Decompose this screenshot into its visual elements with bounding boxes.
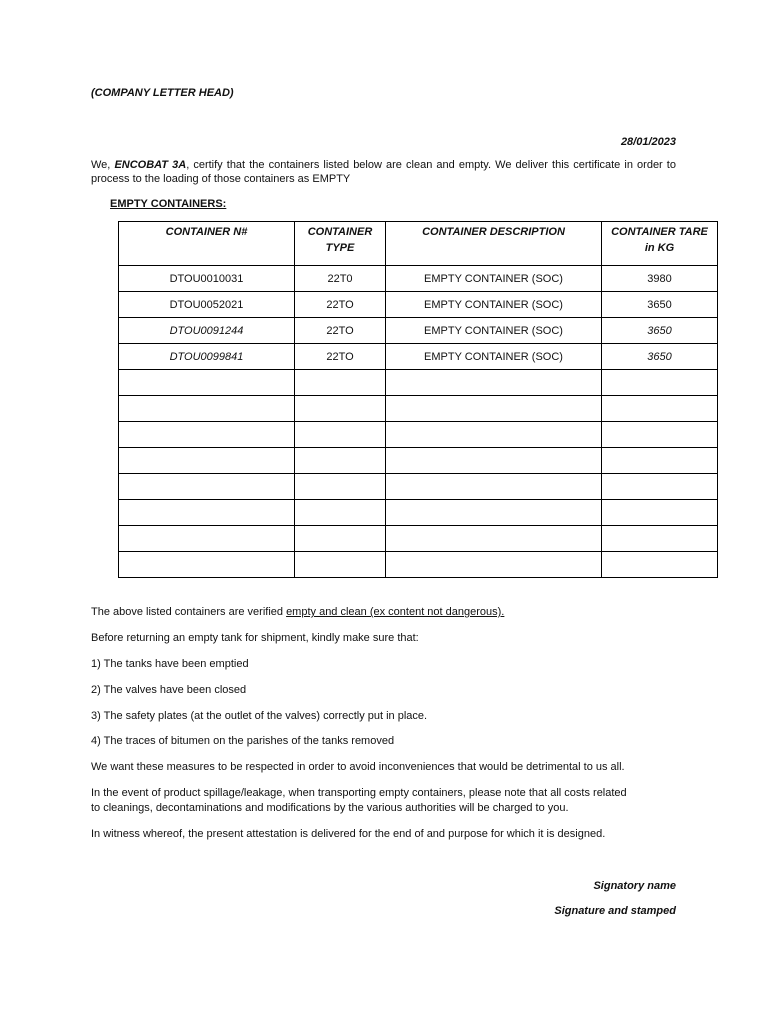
cell-container-description: EMPTY CONTAINER (SOC) [386, 266, 602, 292]
empty-cell [119, 552, 295, 578]
empty-cell [602, 448, 718, 474]
checklist-item-1: 1) The tanks have been emptied [91, 658, 249, 670]
empty-cell [119, 526, 295, 552]
empty-cell [602, 396, 718, 422]
empty-cell [295, 500, 386, 526]
empty-cell [295, 422, 386, 448]
section-title: EMPTY CONTAINERS: [110, 198, 227, 210]
header-container-description: CONTAINER DESCRIPTION [386, 222, 602, 266]
empty-cell [295, 370, 386, 396]
cell-container-description: EMPTY CONTAINER (SOC) [386, 292, 602, 318]
company-name: ENCOBAT 3A [114, 159, 187, 171]
cell-container-description: EMPTY CONTAINER (SOC) [386, 318, 602, 344]
cell-container-tare: 3650 [602, 318, 718, 344]
checklist-item-3: 3) The safety plates (at the outlet of the valves) correctly put in place. [91, 710, 428, 722]
empty-table-row [119, 500, 718, 526]
cell-container-description: EMPTY CONTAINER (SOC) [386, 344, 602, 370]
cell-container-number: DTOU0091244 [119, 318, 295, 344]
before-returning-note: Before returning an empty tank for shipment, kindly make sure that: [91, 632, 419, 644]
empty-cell [386, 370, 602, 396]
empty-table-row [119, 422, 718, 448]
empty-cell [602, 500, 718, 526]
empty-table-row [119, 552, 718, 578]
empty-cell [386, 474, 602, 500]
empty-cell [386, 500, 602, 526]
checklist-item-2: 2) The valves have been closed [91, 684, 247, 696]
intro-we: We, [91, 159, 111, 171]
spillage-paragraph: In the event of product spillage/leakage, when transporting empty containers, please note that all costs related to cleanings, decontaminations and modifications by the various authorities will be charged to you. [91, 787, 627, 814]
cell-container-number: DTOU0010031 [119, 266, 295, 292]
empty-table-row [119, 526, 718, 552]
intro-line1-rest: , certify that the containers listed below are clean and empty. We deliver this certificate in order to [186, 159, 676, 171]
witness-paragraph: In witness whereof, the present attestation is delivered for the end of and purpose for which it is designed. [91, 828, 606, 840]
empty-cell [119, 448, 295, 474]
empty-cell [602, 370, 718, 396]
empty-cell [295, 448, 386, 474]
table-row [119, 266, 718, 292]
table-header-row [119, 222, 718, 266]
empty-cell [386, 396, 602, 422]
empty-cell [295, 396, 386, 422]
empty-cell [386, 422, 602, 448]
empty-cell [119, 370, 295, 396]
empty-cell [386, 552, 602, 578]
cell-container-type: 22TO [295, 344, 386, 370]
measures-paragraph: We want these measures to be respected in order to avoid inconveniences that would be detrimental to us all. [91, 761, 625, 773]
letterhead-placeholder: (COMPANY LETTER HEAD) [91, 87, 234, 99]
empty-cell [602, 552, 718, 578]
header-container-number: CONTAINER N# [119, 222, 295, 266]
cell-container-number: DTOU0099841 [119, 344, 295, 370]
table-row [119, 344, 718, 370]
cell-container-number: DTOU0052021 [119, 292, 295, 318]
signature-stamp-label: Signature and stamped [554, 905, 676, 917]
empty-cell [119, 500, 295, 526]
cell-container-type: 22T0 [295, 266, 386, 292]
empty-cell [119, 422, 295, 448]
verified-underlined: empty and clean (ex content not dangerous). [286, 606, 505, 618]
checklist-item-4: 4) The traces of bitumen on the parishes of the tanks removed [91, 735, 395, 747]
empty-cell [386, 448, 602, 474]
header-container-type: CONTAINER TYPE [295, 222, 386, 266]
empty-cell [295, 474, 386, 500]
header-container-tare: CONTAINER TARE in KG [602, 222, 718, 266]
empty-cell [119, 474, 295, 500]
intro-line2: process to the loading of those containers as EMPTY [91, 173, 351, 185]
empty-cell [602, 474, 718, 500]
empty-cell [119, 396, 295, 422]
empty-cell [295, 552, 386, 578]
containers-table [118, 221, 718, 578]
table-row [119, 292, 718, 318]
empty-cell [602, 422, 718, 448]
empty-table-row [119, 474, 718, 500]
cell-container-type: 22TO [295, 318, 386, 344]
cell-container-tare: 3650 [602, 292, 718, 318]
cell-container-tare: 3650 [602, 344, 718, 370]
empty-table-row [119, 370, 718, 396]
signatory-name-label: Signatory name [593, 880, 676, 892]
intro-paragraph [91, 158, 676, 186]
verified-statement: The above listed containers are verified empty and clean (ex content not dangerous). [91, 606, 505, 618]
empty-table-row [119, 396, 718, 422]
document-date: 28/01/2023 [620, 136, 676, 148]
empty-cell [295, 526, 386, 552]
cell-container-tare: 3980 [602, 266, 718, 292]
cell-container-type: 22TO [295, 292, 386, 318]
empty-cell [386, 526, 602, 552]
empty-cell [602, 526, 718, 552]
table-row [119, 318, 718, 344]
empty-table-row [119, 448, 718, 474]
